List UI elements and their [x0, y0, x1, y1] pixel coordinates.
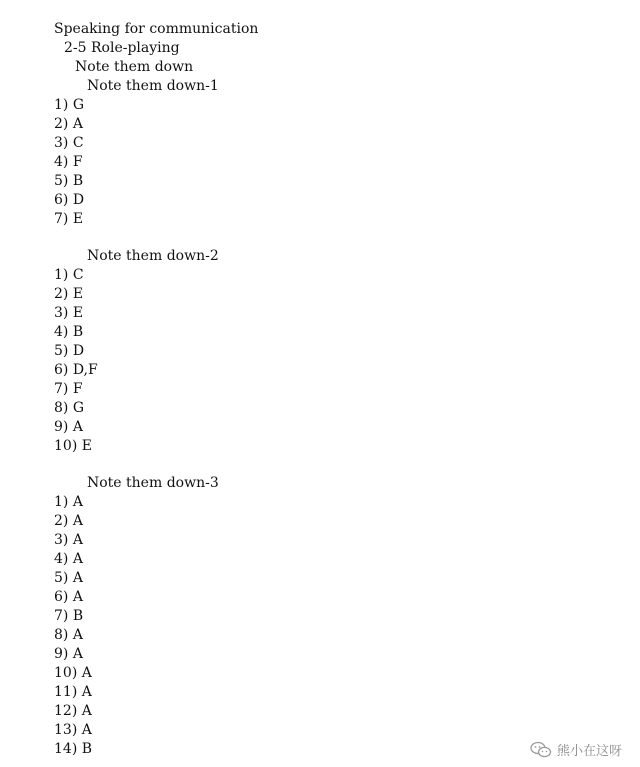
answer-item: 1) C [54, 267, 84, 283]
answer-item: 12) A [54, 703, 92, 719]
section-heading-2: Note them down-2 [87, 248, 219, 264]
answer-list-3 [54, 493, 92, 759]
answer-item: 11) A [54, 684, 92, 700]
answer-item: 4) F [54, 154, 83, 170]
answer-item: 9) A [54, 419, 83, 435]
document-title: Speaking for communication [54, 21, 259, 37]
answer-item: 3) C [54, 135, 84, 151]
answer-item: 1) G [54, 97, 85, 113]
answer-item: 4) A [54, 551, 83, 567]
answer-item: 14) B [54, 741, 93, 757]
section-heading-3: Note them down-3 [87, 475, 219, 491]
answer-item: 6) D [54, 192, 85, 208]
answer-item: 13) A [54, 722, 92, 738]
answer-item: 3) E [54, 305, 84, 321]
document-heading: Note them down [75, 59, 194, 75]
answer-item: 4) B [54, 324, 84, 340]
answer-item: 2) A [54, 116, 83, 132]
answer-item: 9) A [54, 646, 83, 662]
wechat-bubble-icon [530, 741, 552, 759]
answer-item: 7) F [54, 381, 83, 397]
answer-item: 6) A [54, 589, 83, 605]
answer-item: 1) A [54, 494, 83, 510]
answer-item: 2) A [54, 513, 83, 529]
answer-item: 8) A [54, 627, 83, 643]
answer-list-2 [54, 266, 98, 456]
section-heading-1: Note them down-1 [87, 78, 219, 94]
answer-item: 7) B [54, 608, 84, 624]
watermark-text: 熊小在这呀 [556, 744, 622, 759]
answer-item: 5) B [54, 173, 84, 189]
answer-item: 5) D [54, 343, 85, 359]
answer-item: 5) A [54, 570, 83, 586]
answer-item: 10) A [54, 665, 92, 681]
answer-item: 8) G [54, 400, 85, 416]
answer-item: 6) D,F [54, 362, 98, 378]
answer-item: 3) A [54, 532, 83, 548]
answer-list-1 [54, 96, 84, 229]
answer-item: 7) E [54, 211, 84, 227]
watermark [530, 740, 622, 759]
answer-item: 2) E [54, 286, 84, 302]
answer-item: 10) E [54, 438, 92, 454]
document-subtitle: 2-5 Role-playing [64, 40, 180, 56]
